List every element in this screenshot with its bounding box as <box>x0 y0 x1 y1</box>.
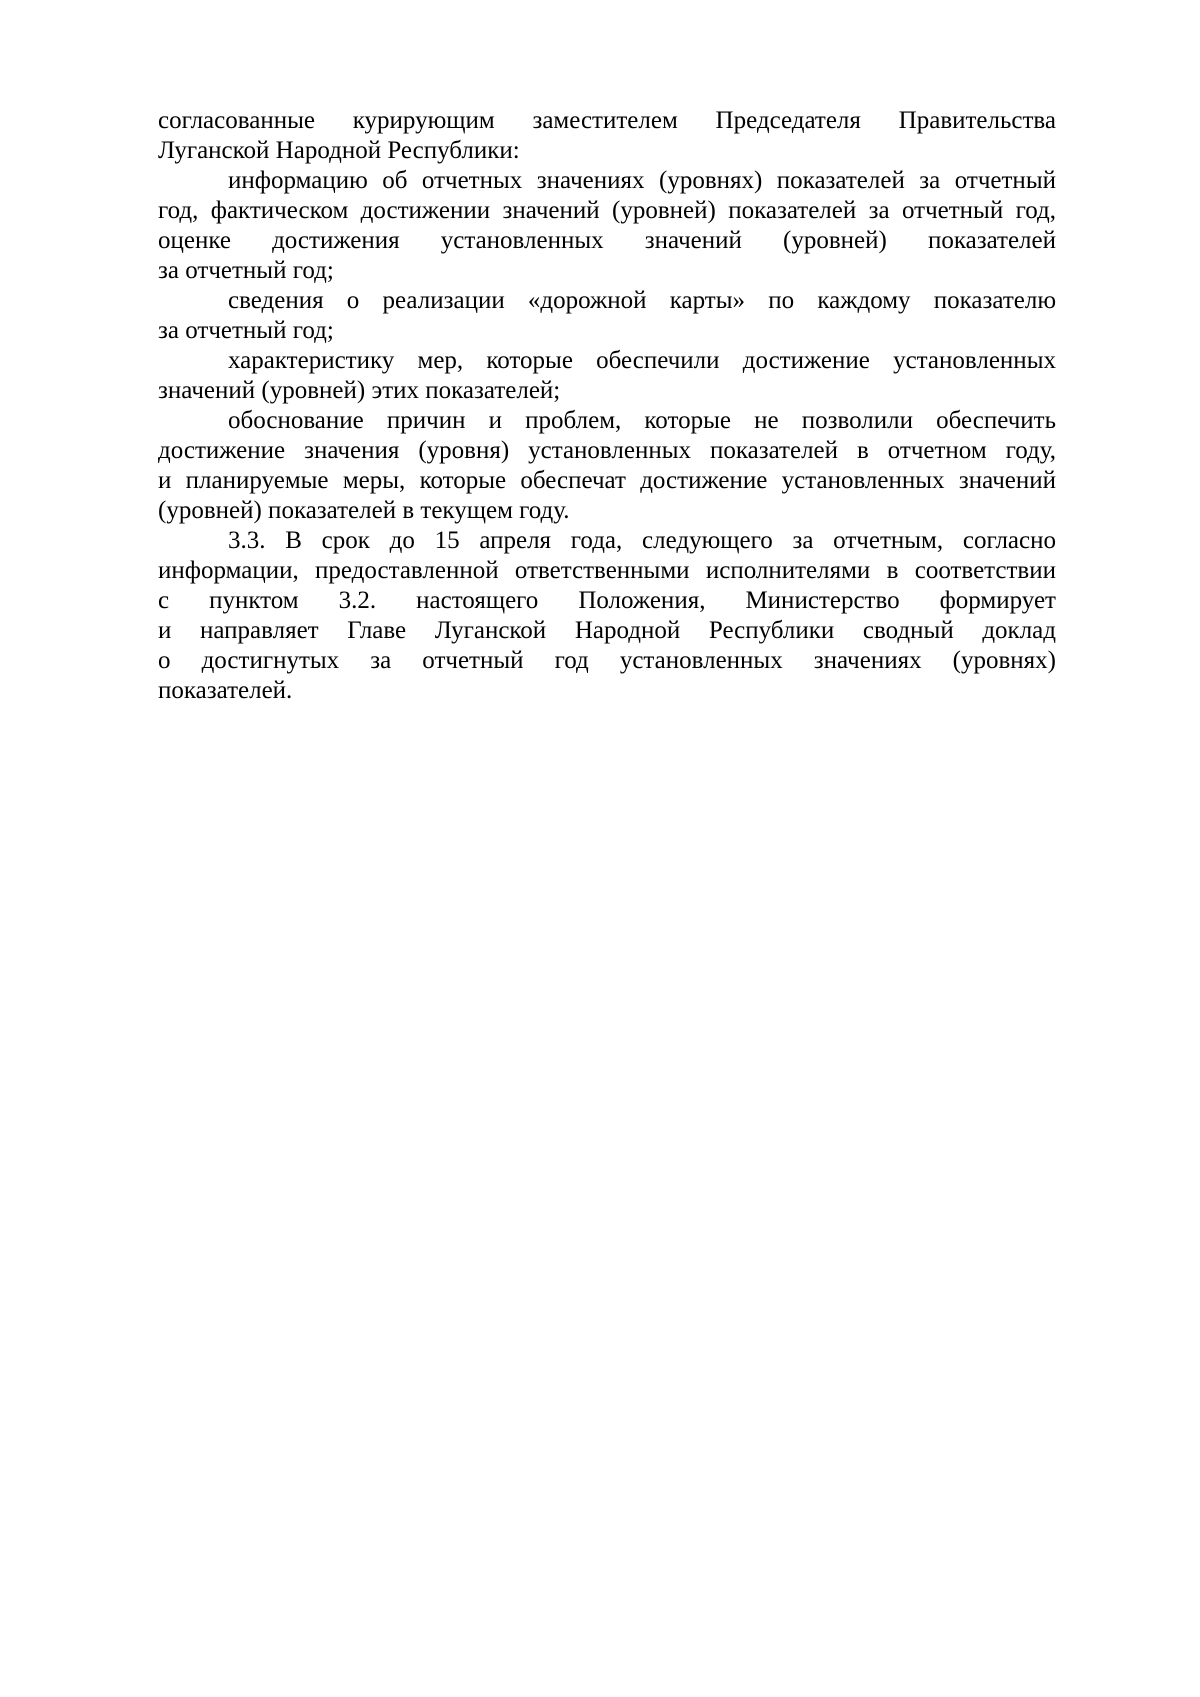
text-line: характеристику мер, которые обеспечили достижение установленных <box>228 347 1056 374</box>
text-line: (уровней) показателей в текущем году. <box>158 497 570 524</box>
paragraph <box>158 166 1056 286</box>
text-line: сведения о реализации «дорожной карты» по каждому показателю <box>228 287 1056 314</box>
text-line: с пунктом 3.2. настоящего Положения, Министерство формирует <box>158 587 1056 614</box>
text-line: год, фактическом достижении значений (уровней) показателей за отчетный год, <box>158 197 1056 224</box>
document-page <box>158 106 1056 706</box>
paragraph <box>158 346 1056 406</box>
text-line: оценке достижения установленных значений (уровней) показателей <box>158 227 1056 254</box>
text-line: Луганской Народной Республики: <box>158 137 520 164</box>
text-line: информацию об отчетных значениях (уровнях) показателей за отчетный <box>228 167 1056 194</box>
text-line: значений (уровней) этих показателей; <box>158 377 561 404</box>
paragraph <box>158 286 1056 346</box>
text-line: за отчетный год; <box>158 257 334 284</box>
text-line: и планируемые меры, которые обеспечат достижение установленных значений <box>158 467 1056 494</box>
text-line: обоснование причин и проблем, которые не позволили обеспечить <box>228 407 1056 434</box>
text-line: за отчетный год; <box>158 317 334 344</box>
text-line: достижение значения (уровня) установленных показателей в отчетном году, <box>158 437 1056 464</box>
text-line: согласованные курирующим заместителем Председателя Правительства <box>158 107 1056 134</box>
text-line: 3.3. В срок до 15 апреля года, следующего за отчетным, согласно <box>228 527 1056 554</box>
paragraph <box>158 406 1056 526</box>
text-line: о достигнутых за отчетный год установленных значениях (уровнях) <box>158 647 1056 674</box>
paragraph <box>158 526 1056 706</box>
text-line: информации, предоставленной ответственными исполнителями в соответствии <box>158 557 1056 584</box>
paragraph <box>158 106 1056 166</box>
text-line: показателей. <box>158 677 293 704</box>
text-line: и направляет Главе Луганской Народной Республики сводный доклад <box>158 617 1056 644</box>
